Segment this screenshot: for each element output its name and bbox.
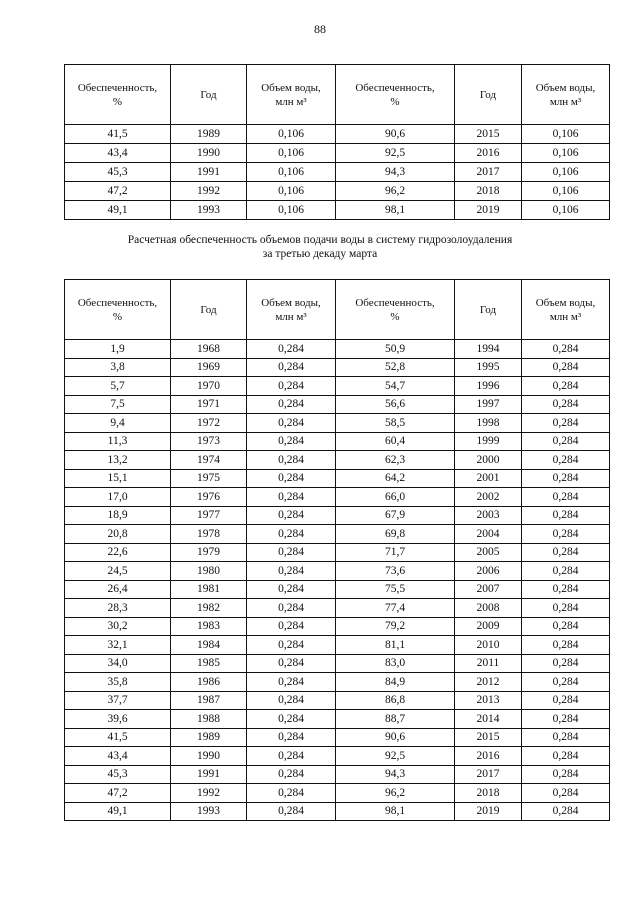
table-cell: 0,284 [522, 580, 610, 599]
table-cell: 0,284 [522, 395, 610, 414]
table-cell: 62,3 [336, 451, 455, 470]
table-cell: 2017 [455, 765, 522, 784]
table-cell: 0,106 [247, 144, 336, 163]
table-cell: 43,4 [65, 144, 171, 163]
table-cell: 1988 [171, 710, 247, 729]
table-cell: 0,284 [522, 747, 610, 766]
table-cell: 0,284 [522, 377, 610, 396]
table-cell: 71,7 [336, 543, 455, 562]
header-probability: Обеспеченность, % [65, 280, 171, 340]
table-cell: 0,284 [522, 562, 610, 581]
table-cell: 86,8 [336, 691, 455, 710]
table-cell: 54,7 [336, 377, 455, 396]
table-cell: 1972 [171, 414, 247, 433]
table-cell: 0,284 [247, 488, 336, 507]
table-cell: 96,2 [336, 182, 455, 201]
table-row [65, 125, 610, 144]
table-cell: 49,1 [65, 201, 171, 220]
table-cell: 0,284 [522, 636, 610, 655]
table-cell: 0,106 [522, 182, 610, 201]
table-cell: 1974 [171, 451, 247, 470]
table-row [65, 765, 610, 784]
table-cell: 0,284 [247, 525, 336, 544]
header-volume: Объем воды, млн м³ [247, 280, 336, 340]
table-cell: 1989 [171, 728, 247, 747]
header-row [65, 65, 610, 125]
table-cell: 1995 [455, 358, 522, 377]
table-cell: 0,284 [247, 747, 336, 766]
table-cell: 0,284 [247, 691, 336, 710]
caption-line: Расчетная обеспеченность объемов подачи воды в систему гидрозолоудаления [127, 234, 513, 246]
table-cell: 0,284 [522, 765, 610, 784]
table-cell: 2001 [455, 469, 522, 488]
table-cell: 34,0 [65, 654, 171, 673]
table-cell: 0,284 [522, 543, 610, 562]
table-cell: 73,6 [336, 562, 455, 581]
table-row [65, 144, 610, 163]
table-cell: 1989 [171, 125, 247, 144]
table-cell: 2004 [455, 525, 522, 544]
table-cell: 43,4 [65, 747, 171, 766]
table-cell: 0,106 [247, 201, 336, 220]
table-cell: 1979 [171, 543, 247, 562]
table-cell: 7,5 [65, 395, 171, 414]
header-volume: Объем воды, млн м³ [522, 280, 610, 340]
table-cell: 0,284 [522, 691, 610, 710]
table-cell: 2008 [455, 599, 522, 618]
table-row [65, 691, 610, 710]
table-cell: 1971 [171, 395, 247, 414]
table-cell: 9,4 [65, 414, 171, 433]
table-cell: 0,284 [522, 617, 610, 636]
header-year: Год [171, 65, 247, 125]
table-cell: 83,0 [336, 654, 455, 673]
table-cell: 28,3 [65, 599, 171, 618]
table-cell: 0,284 [247, 562, 336, 581]
table-cell: 1991 [171, 163, 247, 182]
table-cell: 3,8 [65, 358, 171, 377]
table-cell: 0,284 [247, 469, 336, 488]
table-cell: 1990 [171, 144, 247, 163]
table-cell: 1980 [171, 562, 247, 581]
table-cell: 88,7 [336, 710, 455, 729]
table-cell: 2007 [455, 580, 522, 599]
table-cell: 32,1 [65, 636, 171, 655]
table-cell: 0,284 [522, 728, 610, 747]
table-row [65, 163, 610, 182]
table-cell: 2012 [455, 673, 522, 692]
table-cell: 69,8 [336, 525, 455, 544]
table-cell: 79,2 [336, 617, 455, 636]
table-cell: 1969 [171, 358, 247, 377]
table-cell: 96,2 [336, 784, 455, 803]
table-cell: 0,284 [522, 340, 610, 359]
table-cell: 0,284 [247, 617, 336, 636]
table-cell: 0,284 [247, 506, 336, 525]
table-cell: 1975 [171, 469, 247, 488]
table-row [65, 395, 610, 414]
table-cell: 81,1 [336, 636, 455, 655]
table-cell: 98,1 [336, 201, 455, 220]
table-cell: 0,284 [522, 802, 610, 821]
table-row [65, 506, 610, 525]
table-row [65, 617, 610, 636]
table-cell: 2003 [455, 506, 522, 525]
table-cell: 0,284 [247, 673, 336, 692]
table-row [65, 562, 610, 581]
table-cell: 17,0 [65, 488, 171, 507]
table-cell: 0,106 [522, 163, 610, 182]
table-cell: 90,6 [336, 728, 455, 747]
table-row [65, 710, 610, 729]
table-cell: 0,106 [522, 201, 610, 220]
table-cell: 1986 [171, 673, 247, 692]
table-cell: 1984 [171, 636, 247, 655]
table-cell: 2018 [455, 784, 522, 803]
table-cell: 1987 [171, 691, 247, 710]
table-body [65, 125, 610, 220]
table-cell: 0,284 [247, 414, 336, 433]
table-cell: 0,284 [247, 728, 336, 747]
table-row [65, 182, 610, 201]
header-probability: Обеспеченность, % [65, 65, 171, 125]
table-row [65, 469, 610, 488]
table-cell: 0,284 [247, 636, 336, 655]
table-cell: 60,4 [336, 432, 455, 451]
table-cell: 47,2 [65, 182, 171, 201]
table-cell: 1992 [171, 182, 247, 201]
table-cell: 30,2 [65, 617, 171, 636]
table-cell: 2018 [455, 182, 522, 201]
table-row [65, 432, 610, 451]
table-cell: 0,284 [522, 506, 610, 525]
table-cell: 11,3 [65, 432, 171, 451]
table-cell: 67,9 [336, 506, 455, 525]
table-cell: 1976 [171, 488, 247, 507]
table-row [65, 201, 610, 220]
table-cell: 5,7 [65, 377, 171, 396]
table-cell: 41,5 [65, 125, 171, 144]
table-cell: 0,106 [247, 125, 336, 144]
table-cell: 0,106 [522, 144, 610, 163]
table-cell: 0,284 [247, 340, 336, 359]
table-cell: 20,8 [65, 525, 171, 544]
table-row [65, 580, 610, 599]
table-cell: 0,284 [247, 710, 336, 729]
table-row [65, 784, 610, 803]
table-row [65, 654, 610, 673]
table-cell: 15,1 [65, 469, 171, 488]
table-cell: 1985 [171, 654, 247, 673]
table-cell: 0,284 [247, 599, 336, 618]
table-cell: 0,284 [522, 599, 610, 618]
table-cell: 0,284 [522, 525, 610, 544]
table-cell: 1993 [171, 802, 247, 821]
header-year: Год [455, 65, 522, 125]
table-cell: 98,1 [336, 802, 455, 821]
table-cell: 66,0 [336, 488, 455, 507]
table-cell: 0,284 [247, 377, 336, 396]
table-cell: 1997 [455, 395, 522, 414]
table-cell: 84,9 [336, 673, 455, 692]
table-cell: 2010 [455, 636, 522, 655]
table-cell: 50,9 [336, 340, 455, 359]
table-cell: 0,284 [247, 543, 336, 562]
table-cell: 0,284 [247, 654, 336, 673]
table-cell: 75,5 [336, 580, 455, 599]
table-caption [0, 233, 640, 261]
table-cell: 0,284 [247, 580, 336, 599]
table-cell: 37,7 [65, 691, 171, 710]
table-cell: 0,284 [247, 802, 336, 821]
table-cell: 2002 [455, 488, 522, 507]
table-cell: 24,5 [65, 562, 171, 581]
table-cell: 2000 [455, 451, 522, 470]
table-cell: 52,8 [336, 358, 455, 377]
table-cell: 47,2 [65, 784, 171, 803]
table-cell: 0,284 [522, 469, 610, 488]
header-year: Год [171, 280, 247, 340]
table-row [65, 543, 610, 562]
table-cell: 94,3 [336, 163, 455, 182]
table-cell: 1983 [171, 617, 247, 636]
header-year: Год [455, 280, 522, 340]
table-cell: 0,284 [522, 673, 610, 692]
table-cell: 1998 [455, 414, 522, 433]
table-cell: 2015 [455, 125, 522, 144]
table-cell: 0,284 [522, 654, 610, 673]
table-cell: 2005 [455, 543, 522, 562]
table-cell: 1999 [455, 432, 522, 451]
table-cell: 92,5 [336, 747, 455, 766]
table-row [65, 747, 610, 766]
table-cell: 1993 [171, 201, 247, 220]
table-cell: 2017 [455, 163, 522, 182]
table-cell: 0,284 [247, 395, 336, 414]
table-cell: 39,6 [65, 710, 171, 729]
table-cell: 0,284 [522, 488, 610, 507]
header-probability: Обеспеченность, % [336, 65, 455, 125]
table-cell: 1992 [171, 784, 247, 803]
table-cell: 0,284 [522, 414, 610, 433]
table-cell: 0,284 [522, 358, 610, 377]
table-cell: 2016 [455, 144, 522, 163]
table-row [65, 377, 610, 396]
table-cell: 2019 [455, 802, 522, 821]
table-row [65, 802, 610, 821]
table-cell: 26,4 [65, 580, 171, 599]
table-cell: 0,284 [522, 784, 610, 803]
table-cell: 1970 [171, 377, 247, 396]
table-cell: 2013 [455, 691, 522, 710]
table-cell: 0,284 [247, 784, 336, 803]
table-row [65, 340, 610, 359]
table-cell: 90,6 [336, 125, 455, 144]
table-cell: 13,2 [65, 451, 171, 470]
table-cell: 1991 [171, 765, 247, 784]
caption-line: за третью декаду марта [262, 248, 378, 260]
table-cell: 2019 [455, 201, 522, 220]
table-cell: 1,9 [65, 340, 171, 359]
table-cell: 0,284 [522, 710, 610, 729]
water-volume-table-top [64, 64, 610, 220]
table-cell: 2015 [455, 728, 522, 747]
table-cell: 1996 [455, 377, 522, 396]
table-cell: 45,3 [65, 163, 171, 182]
table-cell: 64,2 [336, 469, 455, 488]
table-cell: 1977 [171, 506, 247, 525]
table-cell: 0,284 [522, 432, 610, 451]
table-body [65, 340, 610, 821]
table-cell: 2014 [455, 710, 522, 729]
table-cell: 1968 [171, 340, 247, 359]
table-cell: 2016 [455, 747, 522, 766]
table-cell: 49,1 [65, 802, 171, 821]
water-volume-table-bottom [64, 279, 610, 821]
table-cell: 0,106 [247, 182, 336, 201]
table-cell: 41,5 [65, 728, 171, 747]
table-row [65, 414, 610, 433]
header-volume: Объем воды, млн м³ [247, 65, 336, 125]
header-probability: Обеспеченность, % [336, 280, 455, 340]
table-cell: 58,5 [336, 414, 455, 433]
table-cell: 0,106 [522, 125, 610, 144]
table-cell: 0,284 [247, 765, 336, 784]
page-number: 88 [314, 22, 326, 36]
table-cell: 0,284 [247, 358, 336, 377]
table-cell: 56,6 [336, 395, 455, 414]
table-cell: 1981 [171, 580, 247, 599]
table-row [65, 728, 610, 747]
table-cell: 2011 [455, 654, 522, 673]
table-cell: 22,6 [65, 543, 171, 562]
table-cell: 45,3 [65, 765, 171, 784]
table-cell: 1973 [171, 432, 247, 451]
table-cell: 1990 [171, 747, 247, 766]
table-cell: 1982 [171, 599, 247, 618]
header-volume: Объем воды, млн м³ [522, 65, 610, 125]
table-row [65, 673, 610, 692]
table-cell: 1994 [455, 340, 522, 359]
header-row [65, 280, 610, 340]
table-cell: 92,5 [336, 144, 455, 163]
table-cell: 35,8 [65, 673, 171, 692]
table-row [65, 525, 610, 544]
table-cell: 1978 [171, 525, 247, 544]
table-cell: 0,284 [522, 451, 610, 470]
table-cell: 0,284 [247, 432, 336, 451]
table-cell: 2006 [455, 562, 522, 581]
table-row [65, 451, 610, 470]
table-cell: 18,9 [65, 506, 171, 525]
table-cell: 0,284 [247, 451, 336, 470]
table-cell: 77,4 [336, 599, 455, 618]
table-row [65, 358, 610, 377]
table-row [65, 636, 610, 655]
table-row [65, 488, 610, 507]
table-cell: 0,106 [247, 163, 336, 182]
table-cell: 2009 [455, 617, 522, 636]
table-row [65, 599, 610, 618]
table-cell: 94,3 [336, 765, 455, 784]
